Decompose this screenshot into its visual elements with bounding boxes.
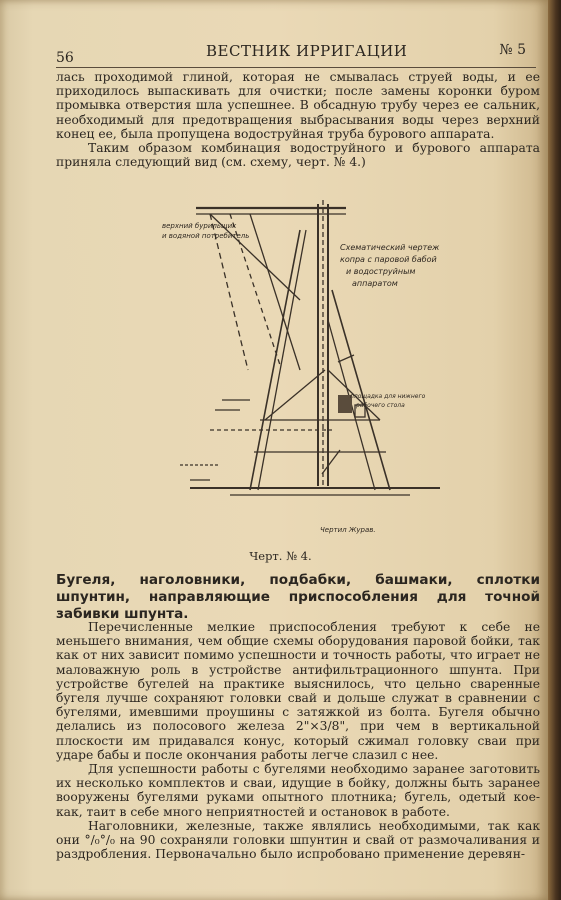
- drafter-signature: Чертил Журав.: [320, 526, 376, 534]
- issue-number: № 5: [499, 42, 526, 58]
- figure-title-label: аппаратом: [352, 279, 398, 288]
- paragraph: Перечисленные мелкие приспособления требуют к себе не меньшего внимания, чем общие схемы оборудования паровой бойки, так как от них зависит помимо успешности и точность работы, что играет не маловажную роль в устройстве антифильтрационного шпунта. При устройстве бугелей на практике выяснилось, что цельно сваренные бугеля лучше сохраняют головки свай и дольше служат в сравнении с бугелями, имевшими проушины с затяжкой из болта. Бугеля обычно делались из полосового железа 2"×3/8", при чем в вертикальной плоскости им придавался конус, который сжимал головку сваи при ударе бабы и после окончания работы легче слазил с нее.: [56, 620, 540, 762]
- figure-label: площадка для нижнего: [350, 393, 426, 400]
- figure-label: и водяной потребитель: [162, 232, 250, 240]
- paragraph: Для успешности работы с бугелями необходимо заранее заготовить их несколько комплектов и сваи, идущие в бойку, должны быть заранее вооружены бугелями руками опытного плотника; бугель, одетый кое-как, таит в себе много неприятностей и остановок в работе.: [56, 762, 540, 819]
- page-number: 56: [56, 50, 74, 66]
- book-spine-edge: [548, 0, 561, 900]
- figure-title-label: копра с паровой бабой: [340, 255, 437, 264]
- section-heading: Бугеля, наголовники, подбабки, башмаки, сплотки шпунтин, направляющие приспособления для точной забивки шпунта.: [56, 572, 540, 622]
- figure-label: рабочего стола: [356, 402, 405, 409]
- paragraph: Таким образом комбинация водоструйного и бурового аппарата приняла следующий вид (см. схему, черт. № 4.): [56, 141, 540, 170]
- body-text-block: [56, 620, 540, 861]
- paragraph: Наголовники, железные, также являлись необходимыми, так как они °/₀°/₀ на 90 сохраняли головки шпунтин и свай от размочаливания и раздробления. Первоначально было испробовано применение деревян-: [56, 818, 540, 862]
- figure-title-label: Схематический чертеж: [340, 243, 440, 252]
- top-text-block: [56, 70, 540, 169]
- paragraph: лась проходимой глиной, которая не смывалась струей воды, и ее приходилось выпаскивать для очистки; после замены коронки буром промывка отверстия шла успешнее. В обсадную трубу через ее сальник, необходимый для предотвращения выбрасывания воды через верхний конец ее, была пропущена водоструйная труба бурового аппарата.: [56, 70, 540, 141]
- figure-title-label: и водоструйным: [346, 267, 416, 276]
- page-header: [56, 40, 526, 66]
- header-rule: [56, 67, 536, 68]
- journal-title: ВЕСТНИК ИРРИГАЦИИ: [206, 42, 408, 60]
- figure-caption: Черт. № 4.: [249, 549, 312, 563]
- pile-driver-schematic: [150, 190, 450, 540]
- figure-label: верхний бурильщик: [162, 222, 237, 230]
